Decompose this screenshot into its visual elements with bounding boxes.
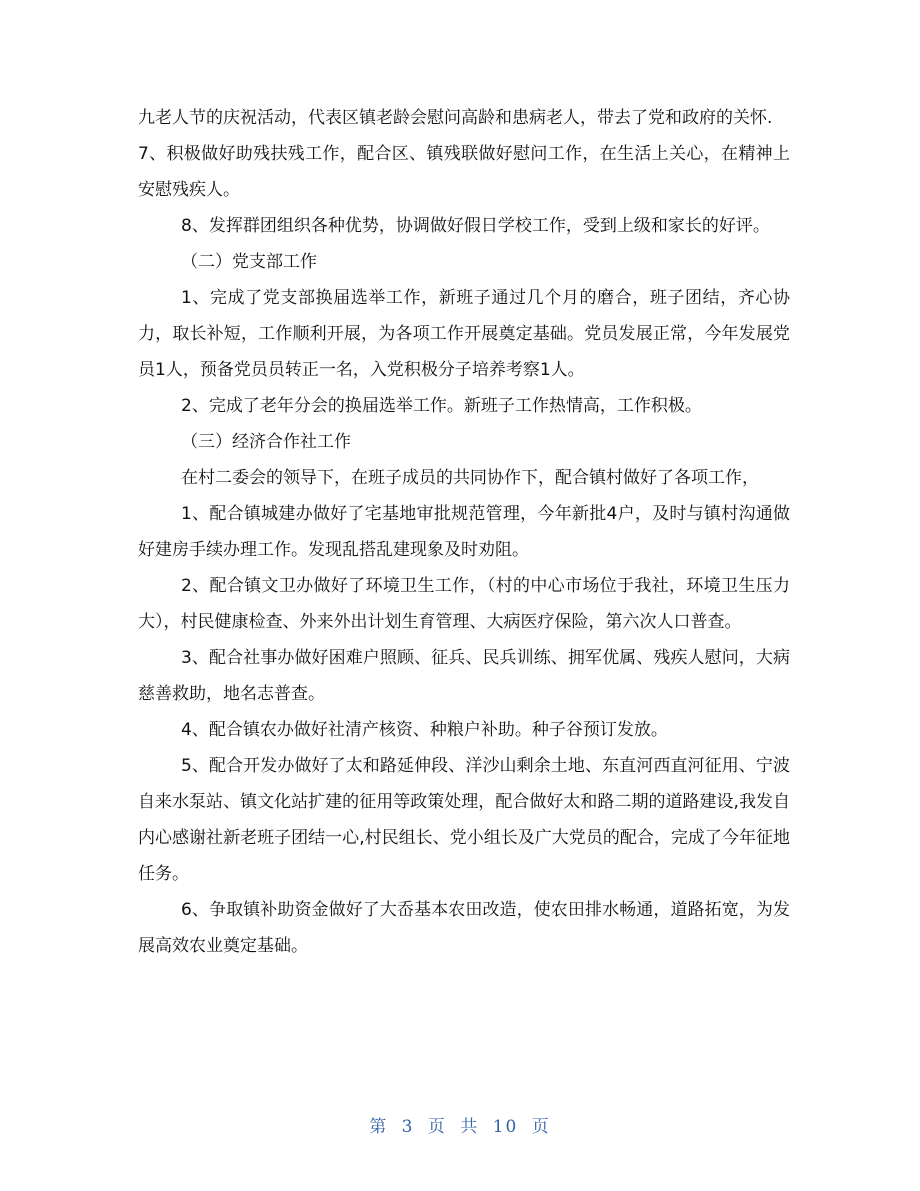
footer-total-pages: 10: [492, 1117, 519, 1137]
paragraph-continuation: 九老人节的庆祝活动，代表区镇老龄会慰问高龄和患病老人，带去了党和政府的关怀.: [138, 108, 773, 128]
footer-total-word: 共: [460, 1117, 480, 1137]
page-footer: [0, 1112, 920, 1137]
footer-prefix: 第: [369, 1117, 389, 1137]
paragraph-coop-item-5: 5、配合开发办做好了太和路延伸段、洋沙山剩余土地、东直河西直河征用、宁波自来水泵站、镇文化站扩建的征用等政策处理，配合做好太和路二期的道路建设,我发自内心感谢社新老班子团结一心,村民组长、党小组长及广大党员的配合，完成了今年征地任务。: [138, 756, 790, 884]
paragraph-coop-item-4: 4、配合镇农办做好社清产核资、种粮户补助。种子谷预订发放。: [181, 720, 668, 740]
paragraph-party-item-1: 1、完成了党支部换届选举工作，新班子通过几个月的磨合，班子团结，齐心协力，取长补短，工作顺利开展，为各项工作开展奠定基础。党员发展正常，今年发展党员1人，预备党员员转正一名，入党积极分子培养考察1人。: [138, 288, 790, 380]
section-heading-party-branch: （二）党支部工作: [181, 252, 317, 272]
footer-suffix: 页: [531, 1117, 551, 1137]
paragraph-item-7: 7、积极做好助残扶残工作，配合区、镇残联做好慰问工作，在生活上关心，在精神上安慰残疾人。: [138, 144, 790, 200]
footer-page-word: 页: [427, 1117, 447, 1137]
document-body: [138, 100, 790, 964]
section-heading-cooperative: （三）经济合作社工作: [181, 432, 351, 452]
paragraph-coop-item-6: 6、争取镇补助资金做好了大岙基本农田改造，使农田排水畅通，道路拓宽，为发展高效农业奠定基础。: [138, 900, 790, 956]
paragraph-cooperative-intro: 在村二委会的领导下，在班子成员的共同协作下，配合镇村做好了各项工作，: [181, 468, 759, 488]
paragraph-coop-item-1: 1、配合镇城建办做好了宅基地审批规范管理，今年新批4户，及时与镇村沟通做好建房手续办理工作。发现乱搭乱建现象及时劝阻。: [138, 504, 790, 560]
paragraph-coop-item-3: 3、配合社事办做好困难户照顾、征兵、民兵训练、拥军优属、残疾人慰问，大病慈善救助，地名志普查。: [138, 648, 790, 704]
footer-current-page: 3: [401, 1117, 415, 1137]
paragraph-party-item-2: 2、完成了老年分会的换届选举工作。新班子工作热情高，工作积极。: [181, 396, 702, 416]
paragraph-coop-item-2: 2、配合镇文卫办做好了环境卫生工作，（村的中心市场位于我社，环境卫生压力大），村民健康检查、外来外出计划生育管理、大病医疗保险，第六次人口普查。: [138, 576, 790, 632]
paragraph-item-8: 8、发挥群团组织各种优势，协调做好假日学校工作，受到上级和家长的好评。: [181, 216, 770, 236]
